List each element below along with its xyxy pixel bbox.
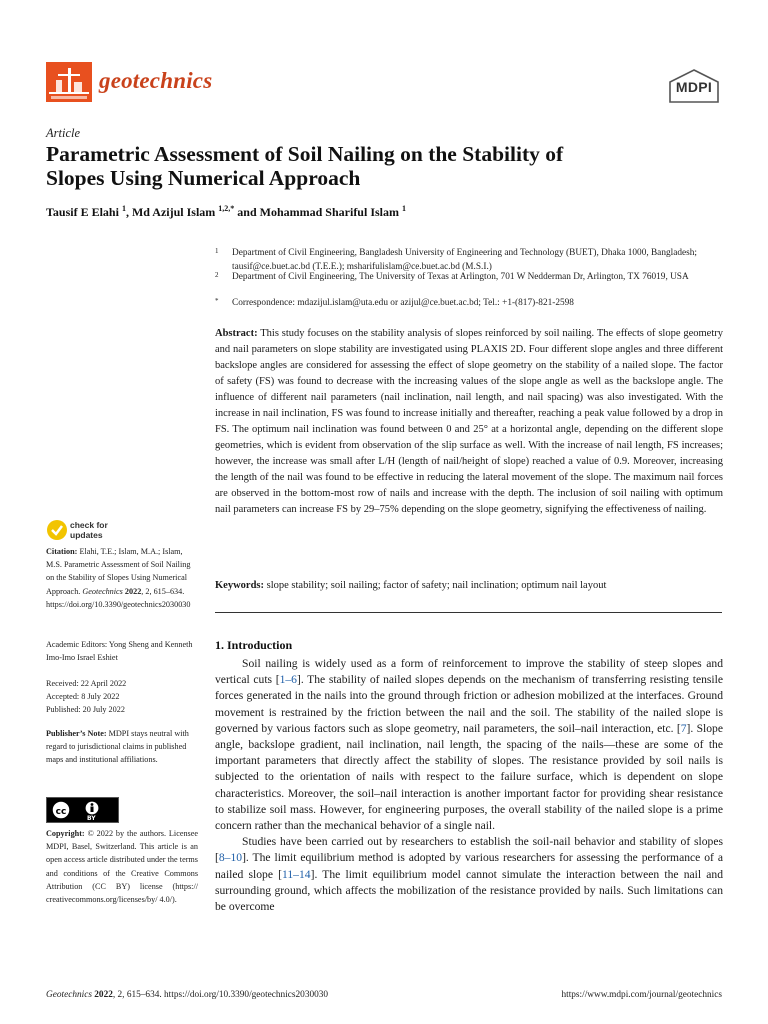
published-date: Published: 20 July 2022	[46, 705, 125, 715]
section-heading: 1. Introduction	[215, 638, 293, 652]
citation-block	[46, 545, 198, 611]
author-list	[46, 204, 726, 220]
publisher-name: MDPI	[675, 79, 713, 95]
author-name[interactable]: Mohammad Shariful Islam	[259, 205, 399, 219]
citation-link[interactable]: 11–14	[282, 867, 311, 881]
citation-journal: Geotechnics	[82, 586, 123, 596]
svg-text:cc: cc	[55, 807, 67, 817]
author-affiliation-mark: 1	[121, 204, 126, 213]
citation-text: Elahi, T.E.; Islam, M.A.; Islam, M.S. Parametric Assessment of Soil Nailing on the Stability of Slopes Using Numerical Approach.	[46, 547, 191, 596]
citation-doi[interactable]: , 2, 615–634. https://doi.org/10.3390/geotechnics2030030	[46, 586, 191, 609]
footer-year: 2022	[94, 990, 113, 1000]
geotechnics-logo-icon	[46, 62, 92, 102]
author-separator: ,	[125, 205, 132, 219]
received-date: Received: 22 April 2022	[46, 679, 127, 688]
paragraph-text: ]. The limit equilibrium method is adopted by various researchers for assessing the performance of a nailed slope [	[215, 851, 723, 881]
citation-link[interactable]: 1–6	[279, 673, 297, 687]
title-line-2: Slopes Using Numerical Approach	[46, 166, 361, 190]
publisher-note-text: MDPI stays neutral with regard to jurisdictional claims in published maps and institutional affiliations.	[46, 729, 189, 765]
correspondence-text: Correspondence: mdazijul.islam@uta.edu or azijul@ce.buet.ac.bd; Tel.: +1-(817)-821-2598	[232, 298, 574, 308]
footer-journal-url[interactable]: https://www.mdpi.com/journal/geotechnics	[561, 990, 722, 1000]
citation-label: Citation:	[46, 547, 78, 556]
copyright-label: Copyright:	[46, 829, 85, 838]
footer-doi[interactable]: , 2, 615–634. https://doi.org/10.3390/geotechnics2030030	[112, 990, 329, 1000]
author-name[interactable]: Tausif E Elahi	[46, 205, 119, 219]
abstract	[215, 326, 723, 518]
author-affiliation-mark: 1	[402, 204, 406, 213]
publisher-note-label: Publisher’s Note:	[46, 729, 107, 738]
check-for-updates-line: updates	[70, 530, 103, 540]
cc-by-license-icon[interactable]	[46, 797, 119, 823]
paragraph-text: Studies have been carried out by researchers to establish the soil-nail behavior and stability of slopes [	[215, 835, 723, 865]
correspondence-item	[215, 296, 735, 312]
check-for-updates-line: check for	[70, 520, 108, 530]
correspondence-mark: *	[215, 297, 219, 305]
paragraph-text: ]. The limit equilibrium model cannot simulate the interaction between the nail and surrounding ground, which affects the mobilization of the resistance provided by nails. Such limitations can be overcome	[215, 867, 724, 914]
affiliation-number: 2	[215, 271, 219, 279]
cc-by-label: BY	[87, 815, 96, 822]
paragraph-text: ]. Slope angle, backslope gradient, nail inclination, nail length, the spacing of the nails—these are some of the important parameters that directly affect the stability of slopes. The resistance provided by soil nails is subjected to the orientation of nails with respect to the failure surface, which is dependent on slope characteristics. Moreover, the soil–nail interaction is another important factor for providing shear resistance to stabilize soil mass. However, for engineering purposes, the overall stability of the nailed slope is a prime concern rather than the mechanical behavior of a single nail.	[215, 721, 723, 833]
keywords	[215, 578, 723, 594]
author-separator: and	[234, 205, 260, 219]
academic-editors: Academic Editors: Yong Sheng and Kenneth Imo-Imo Israel Eshiet	[46, 640, 193, 663]
paragraph-text: ]. The stability of nailed slopes depends on the mechanism of transferring resisting tensile forces generated in the nails into the ground through friction or adhesion mobilized at the interfaces. Ground movement is restrained by the friction between the nail and the soil. The stability of the nailed slope is governed by various factors such as slope geometry, nail parameters, the soil–nail interaction, etc. [	[215, 673, 724, 735]
author-affiliation-mark: 1,2,*	[218, 204, 235, 213]
citation-link[interactable]: 7	[680, 721, 687, 735]
footer-journal: Geotechnics	[46, 990, 92, 1000]
copyright-text: © 2022 by the authors. Licensee MDPI, Basel, Switzerland. This article is an open access article distributed under the terms and conditions of the Creative Commons Attribution (CC BY) license (https:// creativecommons.org/licenses/by/ 4.0/).	[46, 829, 199, 905]
section-divider	[215, 612, 722, 613]
copyright-block	[46, 827, 198, 906]
affiliation-text: Department of Civil Engineering, The University of Texas at Arlington, 701 W Nedderman Dr, Arlington, TX 76019, USA	[232, 272, 689, 282]
publication-dates	[46, 677, 198, 717]
footer-citation	[46, 990, 328, 1000]
title-line-1: Parametric Assessment of Soil Nailing on the Stability of	[46, 142, 564, 166]
journal-name[interactable]: geotechnics	[99, 68, 213, 93]
publisher-note	[46, 727, 198, 767]
paragraph-text: Soil nailing is widely used as a form of reinforcement to improve the stability of steep slopes and vertical cuts [	[215, 657, 723, 687]
check-for-updates-badge[interactable]	[46, 516, 146, 546]
citation-year: 2022	[124, 586, 142, 596]
check-for-updates-label	[70, 520, 108, 540]
affiliation-number: 1	[215, 247, 219, 255]
affiliation-text: Department of Civil Engineering, Bangladesh University of Engineering and Technology (BUET), Dhaka 1000, Bangladesh; tausif@ce.buet.ac.bd (T.E.E.); msharifulislam@ce.buet.ac.bd (M.S.I.)	[232, 248, 697, 272]
introduction-body	[215, 656, 723, 915]
accepted-date: Accepted: 8 July 2022	[46, 692, 120, 702]
abstract-label: Abstract:	[215, 328, 258, 339]
keywords-label: Keywords:	[215, 580, 264, 591]
mdpi-logo-icon[interactable]	[666, 68, 722, 104]
abstract-text: This study focuses on the stability analysis of slopes reinforced by soil nailing. The effects of slope geometry and nail parameters on slope stability are investigated using PLAXIS 2D. Four different slope angles and three different backslope angles are considered for assessing the effect of slope geometry on the stability of a nailed slope. The factor of safety (FS) was found to decrease with the increasing values of the slope angle as well as the backslope angle. The influence of different nail parameters (nail inclination, nail length, and nail spacing) was also investigated. With the increase in nail inclination, FS was found to increase initially and thereafter, reaching a peak value followed by a drop in FS. The optimum nail inclination was found between 0 and 25° at a horizontal angle, depending on the different slope geometries, which is evident from observation of the slip surface as well. With the increase of nail length, FS increases; however, the increase was small after L/H (length of nail/height of slope) reached a value of 0.9. Moreover, increasing the length of the nail was found to be effective in reducing the lateral movement of the slope. The maximum nail forces are observed in the bottom-most row of nails and increase with the depth. The inclusion of soil nailing with optimum nail parameters can increase FS by 29–75% depending on the slope geometry, signifying the effectiveness of nailing.	[215, 328, 723, 515]
paragraph	[215, 834, 723, 915]
citation-link[interactable]: 8–10	[218, 851, 243, 865]
article-title	[46, 142, 726, 190]
check-for-updates-icon	[46, 519, 68, 541]
author-name[interactable]: Md Azijul Islam	[131, 205, 216, 219]
paragraph	[215, 656, 723, 834]
keywords-text: slope stability; soil nailing; factor of safety; nail inclination; optimum nail layout	[266, 580, 607, 591]
article-type: Article	[46, 126, 81, 140]
